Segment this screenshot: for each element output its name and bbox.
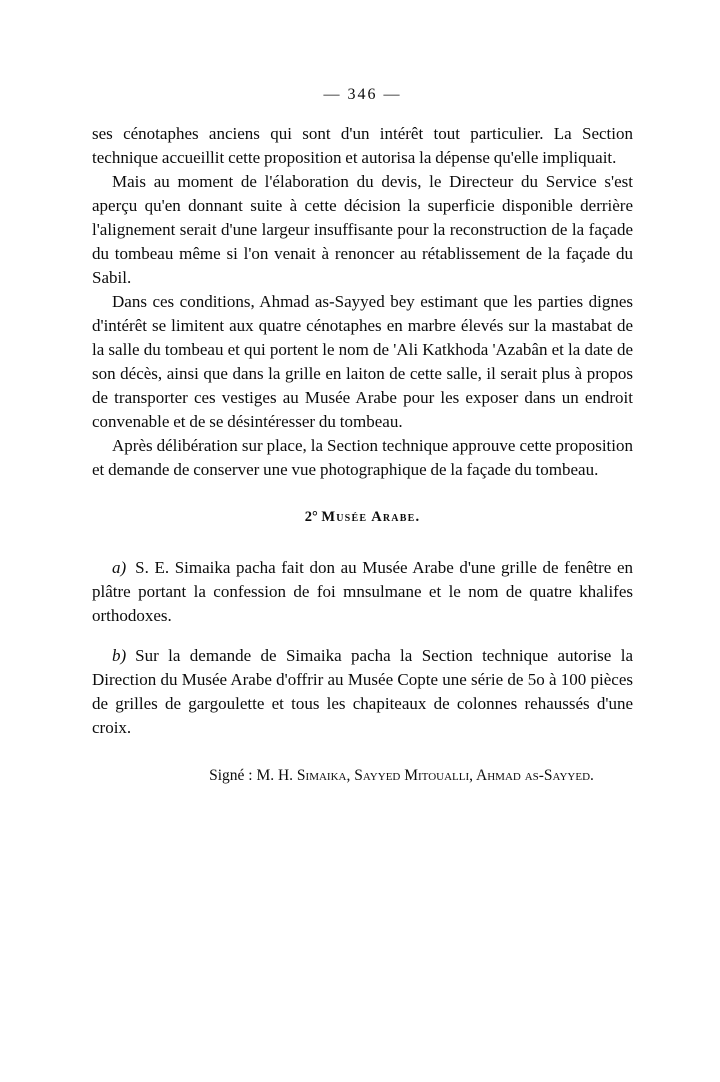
signature-line xyxy=(92,766,633,786)
page-number: — 346 — xyxy=(323,86,402,103)
section-heading-number: 2° xyxy=(304,509,318,525)
list-item-a-lead: a) xyxy=(112,558,127,577)
section-heading-title: Musée Arabe. xyxy=(321,509,421,525)
paragraph-cenotaphes: Dans ces conditions, Ahmad as-Sayyed bey estimant que les parties dignes d'intérêt se limitent aux quatre cénotaphes en marbre élevés sur la mastabat de la salle du tombeau et qui portent le nom de 'Ali Katkhoda 'Azabân et la date de son décès, ainsi que dans la grille en laiton de cette salle, il serait plus à propos de transporter ces vestiges au Musée Arabe pour les exposer dans un endroit convenable et de se désintéresser du tombeau. xyxy=(92,292,633,431)
paragraph-devis: Mais au moment de l'élaboration du devis, le Directeur du Service s'est aperçu qu'en donnant suite à cette décision la superficie disponible derrière l'alignement serait d'une largeur insuffisante pour la reconstruction de la façade du tombeau même si l'on venait à renoncer au rétablissement de la façade du Sabil. xyxy=(92,172,633,287)
signature-name-assayyed: Ahmad as-Sayyed. xyxy=(476,767,594,784)
list-item-b xyxy=(92,644,633,740)
signature-name-mitoualli: Sayyed Mitoualli, xyxy=(354,767,477,784)
signature-prefix: Signé : xyxy=(209,767,257,784)
signature-name-simaika: M. H. Simaika, xyxy=(256,767,355,784)
list-item-a xyxy=(92,556,633,628)
text-block xyxy=(92,0,633,786)
list-item-a-text: S. E. Simaika pacha fait don au Musée Arabe d'une grille de fenêtre en plâtre portant la confession de foi mnsulmane et le nom de quatre khalifes orthodoxes. xyxy=(92,558,633,625)
list-item-b-text: Sur la demande de Simaika pacha la Section technique autorise la Direction du Musée Arabe d'offrir au Musée Copte une série de 5o à 100 pièces de grilles de gargoulette et tous les chapiteaux de colonnes rehaussés d'une croix. xyxy=(92,646,633,737)
list-item-b-lead: b) xyxy=(112,646,127,665)
paragraph-deliberation: Après délibération sur place, la Section technique approuve cette proposition et demande de conserver une vue photographique de la façade du tombeau. xyxy=(92,436,633,479)
section-heading xyxy=(92,508,633,526)
paragraph-continuation: ses cénotaphes anciens qui sont d'un intérêt tout particulier. La Section technique accueillit cette proposition et autorisa la dépense qu'elle impliquait. xyxy=(92,124,633,167)
